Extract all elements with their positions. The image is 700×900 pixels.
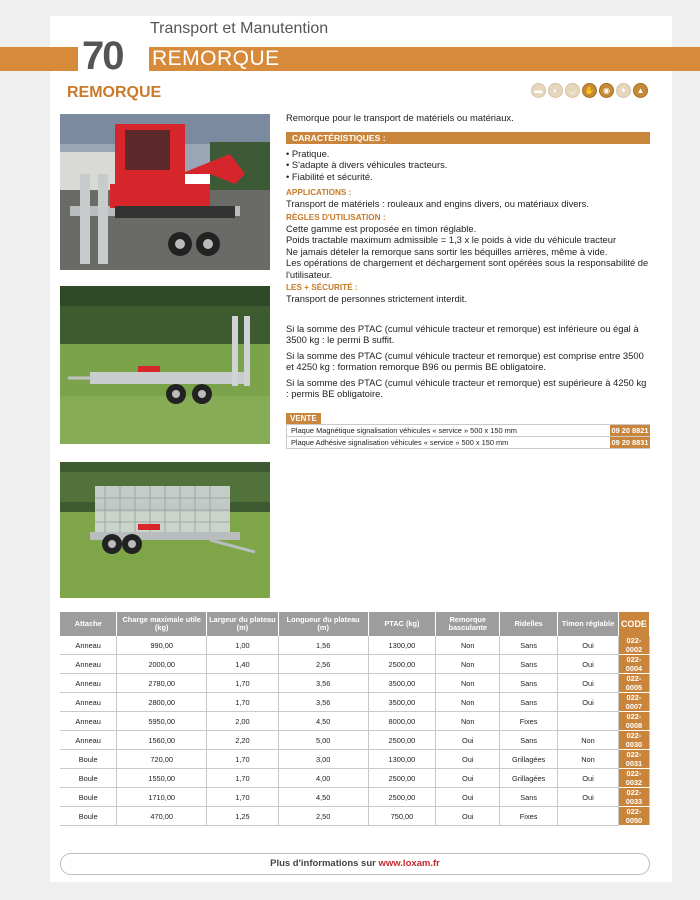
footer-bar (60, 853, 650, 875)
table-cell: Anneau (60, 674, 117, 693)
table-cell: 1,70 (207, 750, 279, 769)
table-cell: Anneau (60, 655, 117, 674)
code-cell: 022-0030 (618, 731, 649, 750)
code-cell: 022-0033 (618, 788, 649, 807)
table-cell: 1,56 (278, 636, 368, 655)
table-cell: Oui (558, 788, 619, 807)
rules-label: RÈGLES D'UTILISATION : (286, 212, 386, 222)
pictogram-2-icon: ◐ (548, 83, 563, 98)
vente-row (286, 437, 650, 449)
vente-desc: Plaque Adhésive signalisation véhicules « service » 500 x 150 mm (286, 437, 610, 448)
table-cell: 1300,00 (368, 636, 436, 655)
table-cell: 5950,00 (117, 712, 207, 731)
section-title: Transport et Manutention (150, 20, 329, 37)
table-cell: 3,56 (278, 674, 368, 693)
table-cell: Anneau (60, 712, 117, 731)
table-cell: 1710,00 (117, 788, 207, 807)
vente-label: VENTE (286, 413, 321, 424)
col-header: Ridelles (500, 612, 558, 636)
feature-item: • Fiabilité et sécurité. (286, 170, 373, 182)
table-cell: Boule (60, 788, 117, 807)
table-cell: 1,40 (207, 655, 279, 674)
table-cell: 4,00 (278, 769, 368, 788)
table-row (60, 693, 650, 712)
pictogram-1-icon: ▬ (531, 83, 546, 98)
table-cell: 2000,00 (117, 655, 207, 674)
table-cell: Non (436, 636, 500, 655)
table-cell: Oui (558, 674, 619, 693)
table-cell: 1,70 (207, 674, 279, 693)
vente-row (286, 425, 650, 437)
pictogram-4-icon: ✋ (582, 83, 597, 98)
table-row (60, 655, 650, 674)
safety-label: LES + SÉCURITÉ : (286, 283, 358, 292)
applications-text: Transport de matériels : rouleaux and engins divers, ou matériaux divers. (286, 198, 589, 209)
table-cell: Sans (500, 693, 558, 712)
table-cell: 2500,00 (368, 655, 436, 674)
footer-link[interactable]: www.loxam.fr (378, 858, 440, 869)
rule-line: Poids tractable maximum admissible = 1,3 x le poids à vide du véhicule tracteur (286, 234, 617, 245)
page-number: 70 (78, 34, 127, 78)
table-cell: 1,00 (207, 636, 279, 655)
vente-code: 09 20 8831 (611, 437, 649, 447)
table-cell: 2500,00 (368, 769, 436, 788)
table-cell: 2800,00 (117, 693, 207, 712)
code-cell: 022-0050 (618, 807, 649, 826)
pictogram-5-icon: ◉ (599, 83, 614, 98)
table-cell: 990,00 (117, 636, 207, 655)
code-cell: 022-0032 (618, 769, 649, 788)
safety-text: Transport de personnes strictement interdit. (286, 293, 467, 304)
table-cell: Fixes (500, 807, 558, 826)
table-row (60, 674, 650, 693)
permit-note: Si la somme des PTAC (cumul véhicule tracteur et remorque) est comprise entre 3500 et 4250 kg : formation remorque B96 ou permis BE obligatoire. (286, 349, 644, 372)
table-cell: 2780,00 (117, 674, 207, 693)
table-row (60, 807, 650, 826)
table-cell: 1300,00 (368, 750, 436, 769)
photo-grillage-trailer (60, 462, 270, 598)
code-cell: 022-0004 (618, 655, 649, 674)
features-list (286, 148, 650, 183)
col-header: Longueur du plateau (m) (278, 612, 368, 636)
vente-code: 09 20 8821 (611, 425, 649, 435)
vente-desc: Plaque Magnétique signalisation véhicules « service » 500 x 150 mm (286, 425, 610, 436)
table-cell: 470,00 (117, 807, 207, 826)
table-row (60, 636, 650, 655)
col-header: Charge maximale utile (kg) (117, 612, 207, 636)
vente-block (286, 412, 650, 449)
table-cell: Oui (436, 788, 500, 807)
col-header: Remorque basculante (436, 612, 500, 636)
table-cell: Oui (436, 731, 500, 750)
table-cell: Non (436, 712, 500, 731)
table-cell (558, 807, 619, 826)
code-cell: 022-0007 (618, 693, 649, 712)
table-cell: 720,00 (117, 750, 207, 769)
rule-line: Cette gamme est proposée en timon réglable. (286, 222, 477, 234)
table-cell: Anneau (60, 693, 117, 712)
table-cell: Oui (436, 807, 500, 826)
code-cell: 022-0002 (618, 636, 649, 655)
table-cell: 2,56 (278, 655, 368, 674)
table-cell: Oui (558, 693, 619, 712)
table-cell: 2500,00 (368, 788, 436, 807)
table-cell: Sans (500, 636, 558, 655)
table-cell: Oui (436, 750, 500, 769)
table-cell: 2,50 (278, 807, 368, 826)
rule-line: Ne jamais dételer la remorque sans sortir les béquilles arrières, même à vide. (286, 245, 608, 257)
band-gap (127, 47, 149, 71)
table-cell: Sans (500, 788, 558, 807)
table-cell: 1,70 (207, 693, 279, 712)
table-cell: 8000,00 (368, 712, 436, 731)
table-cell: Non (436, 655, 500, 674)
table-cell: Non (436, 693, 500, 712)
col-header: Attache (60, 612, 117, 636)
table-cell: Non (558, 731, 619, 750)
table-cell: Sans (500, 731, 558, 750)
features-label: CARACTÉRISTIQUES : (286, 132, 650, 144)
description-panel (286, 112, 650, 449)
table-cell: 3,00 (278, 750, 368, 769)
table-row (60, 731, 650, 750)
table-cell: Sans (500, 674, 558, 693)
table-cell: 4,50 (278, 788, 368, 807)
table-cell: Anneau (60, 731, 117, 750)
pictogram-row (531, 83, 648, 98)
intro-text: Remorque pour le transport de matériels ou matériaux. (286, 112, 514, 123)
pictogram-3-icon: ◡ (565, 83, 580, 98)
table-cell: 1,25 (207, 807, 279, 826)
table-cell: 1550,00 (117, 769, 207, 788)
feature-item: • Pratique. (286, 147, 330, 159)
pictogram-7-icon: ▲ (633, 83, 648, 98)
feature-item: • S'adapte à divers véhicules tracteurs. (286, 159, 448, 170)
table-cell: 3500,00 (368, 674, 436, 693)
pictogram-6-icon: ✦ (616, 83, 631, 98)
table-row (60, 788, 650, 807)
table-cell: 750,00 (368, 807, 436, 826)
table-cell: Fixes (500, 712, 558, 731)
table-cell: 3500,00 (368, 693, 436, 712)
table-row (60, 750, 650, 769)
col-header: Timon réglable (558, 612, 619, 636)
product-title: REMORQUE (67, 84, 162, 101)
category-title: REMORQUE (152, 47, 280, 70)
col-header-code: CODE (618, 612, 649, 636)
table-cell: Oui (558, 636, 619, 655)
footer-prefix: Plus d'informations sur (270, 858, 376, 869)
photo-plateau-trailer-with-ramps (60, 286, 270, 444)
permit-note: Si la somme des PTAC (cumul véhicule tracteur et remorque) est supérieure à 4250 kg : permis BE obligatoire. (286, 376, 647, 399)
table-cell: 4,50 (278, 712, 368, 731)
spec-table (60, 612, 650, 826)
table-cell: Grillagées (500, 750, 558, 769)
table-cell: 2,00 (207, 712, 279, 731)
col-header: Largeur du plateau (m) (207, 612, 279, 636)
col-header: PTAC (kg) (368, 612, 436, 636)
table-cell: Sans (500, 655, 558, 674)
code-cell: 022-0031 (618, 750, 649, 769)
table-header-row (60, 612, 650, 636)
applications-label: APPLICATIONS : (286, 188, 352, 197)
code-cell: 022-0008 (618, 712, 649, 731)
table-cell: 2500,00 (368, 731, 436, 750)
table-cell: Boule (60, 807, 117, 826)
table-cell: Boule (60, 769, 117, 788)
table-cell: 3,56 (278, 693, 368, 712)
permit-note: Si la somme des PTAC (cumul véhicule tracteur et remorque) est inférieure ou égal à 3500 kg : le permi B suffit. (286, 322, 639, 345)
code-cell: 022-0005 (618, 674, 649, 693)
table-cell (558, 712, 619, 731)
table-cell: Oui (558, 655, 619, 674)
table-cell: 5,00 (278, 731, 368, 750)
table-cell: Oui (558, 769, 619, 788)
table-cell: Oui (436, 769, 500, 788)
table-cell: 1560,00 (117, 731, 207, 750)
table-row (60, 712, 650, 731)
table-cell: 1,70 (207, 769, 279, 788)
table-cell: 1,70 (207, 788, 279, 807)
table-cell: Grillagées (500, 769, 558, 788)
photo-trailer-with-excavator (60, 114, 270, 270)
table-cell: Boule (60, 750, 117, 769)
table-cell: 2,20 (207, 731, 279, 750)
table-cell: Anneau (60, 636, 117, 655)
table-row (60, 769, 650, 788)
rule-line: Les opérations de chargement et déchargement sont opérées sous la responsabilité de l'utilisateur. (286, 257, 649, 280)
table-cell: Non (436, 674, 500, 693)
table-cell: Non (558, 750, 619, 769)
